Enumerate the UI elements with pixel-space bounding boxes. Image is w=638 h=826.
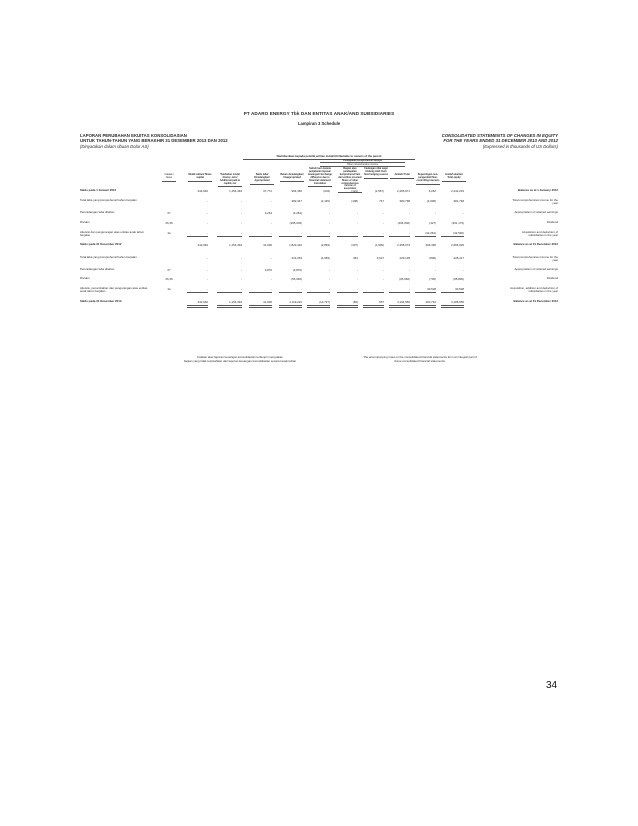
title-id-line-2: UNTUK TAHUN-TAHUN YANG BERAKHIR 31 DESEMBER 2013 DAN 2012 [80,138,228,144]
attributable-banner: Diatribusikan kepada pemilik entitas induk/Attributable to owners of the parent [243,154,415,160]
table-cell: 2,119,222 [289,300,302,304]
table-cell: - [207,231,208,235]
table-cell: 30,528 [427,287,436,291]
footer-right-line-2: these consolidated financial statements. [394,358,446,363]
total-rule [249,292,272,293]
table-cell: (95,066) [399,277,410,281]
row-label-id: Saldo pada 31 Desember 2012 [80,242,122,246]
table-cell: - [383,231,384,235]
table-cell: - [207,211,208,215]
table-cell: - [383,221,384,225]
table-cell: - [241,211,242,215]
table-cell: (83) [352,300,358,304]
footer-right-line-1: The accompanying notes to the consolidated financial statements form an integral part of [363,355,477,359]
table-cell: (95,066) [291,277,302,281]
table-cell: - [271,221,272,225]
table-cell: (264,846) [397,221,410,225]
total-rule [389,292,410,293]
row-label-id: Dividen [80,276,90,280]
total-rule [415,292,436,293]
table-cell: 1,154,494 [229,300,242,304]
column-header-total: Jumlah/ Total [390,174,414,179]
table-cell: (3,870) [292,268,302,272]
table-cell: - [357,268,358,272]
table-cell: (121) [351,189,358,193]
table-cell: - [357,231,358,235]
row-note: 4a [167,231,171,235]
table-cell: 1,823,422 [289,243,302,247]
table-cell: (42,264) [425,231,436,235]
table-cell: 342,940 [197,243,208,247]
table-cell: - [329,268,330,272]
row-label-id: Akuisisi dan pengurangan atas entitas anak tahun berjalan [80,230,144,238]
row-label-en: Dividend [546,220,558,224]
table-cell: 2,684,926 [451,243,464,247]
title-english [298,133,558,149]
total-rule [279,292,302,293]
schedule-label: Lampiran 3 Schedule [297,121,341,126]
table-cell: 3,627 [376,256,384,260]
company-name: PT ADARO ENERGY Tbk DAN ENTITAS ANAK/AND SUBSIDIARIES [243,111,395,116]
table-cell: - [241,256,242,260]
column-header-unappropriated: Belum dicadangkan/ Unappropriated [280,174,304,182]
table-cell: 382,347 [291,199,302,203]
total-rule [249,305,272,308]
footer-note-indonesian [150,356,330,363]
total-rule [217,236,242,237]
total-rule [441,236,464,237]
title-en-line-2: FOR THE YEARS ENDED 31 DECEMBER 2013 AND 2012 [443,138,558,144]
row-label-en: Total comprehensive income for the year [512,255,558,263]
table-cell: - [271,277,272,281]
row-note: 26,36 [165,277,173,281]
row-label-en: Total comprehensive income for the year [512,198,558,206]
total-rule [415,236,436,237]
page-number: 34 [546,680,558,691]
table-cell: 381 [353,256,358,260]
table-cell: 41,036 [263,243,272,247]
total-rule [217,292,242,293]
total-rule [441,305,464,308]
table-cell: (836) [429,256,436,260]
table-cell: (265,045) [289,221,302,225]
table-cell: - [383,268,384,272]
table-cell: 3,186,656 [451,300,464,304]
column-header-nci: Kepentingan non- pengendali/ Non- controlling interests [416,174,440,185]
row-label-en: Balance as at 1 January 2012 [517,188,558,192]
table-cell: 1,154,494 [229,243,242,247]
total-rule [337,236,358,237]
table-cell: (427) [429,221,436,225]
title-id-line-3: (Dinyatakan dalam ribuan Dolar AS) [80,143,149,149]
table-cell: - [329,231,330,235]
table-cell: (4,083) [320,256,330,260]
total-rule [279,236,302,237]
row-label-en: Balance as at 31 December 2012 [513,242,558,246]
table-cell: 3,194,556 [397,300,410,304]
title-en-line-1: CONSOLIDATED STATEMENTS OF CHANGES IN EQUITY [441,133,558,138]
row-label-id: Total laba yang komprehensif tahun berjalan [80,255,137,259]
total-rule [363,305,384,308]
table-cell: - [329,211,330,215]
table-cell: (2,145) [320,199,330,203]
table-cell: 6,262 [428,189,436,193]
table-cell: - [207,277,208,281]
other-comprehensive-banner: Other comprehensive income [320,163,405,167]
table-cell: 3,264 [264,211,272,215]
total-rule [187,305,208,308]
footer-note-english [330,356,510,363]
table-cell: - [241,199,242,203]
footer-left-line-1: Catatan atas laporan keuangan konsolidasian terlampir merupakan [197,355,283,359]
title-en-line-3: (Expressed in thousands of US Dollars) [482,143,558,149]
table-cell: - [357,221,358,225]
total-rule [249,236,272,237]
table-cell: (261,173) [451,221,464,225]
table-cell: 2,358,073 [397,243,410,247]
row-label-en: Balance as at 31 December 2013 [513,299,558,303]
table-cell: - [435,211,436,215]
table-cell: - [241,231,242,235]
table-cell: (2,567) [374,189,384,193]
total-rule [187,236,208,237]
table-cell: 228,417 [453,256,464,260]
table-cell: (10,727) [319,300,330,304]
total-rule [337,305,358,308]
table-cell: - [329,277,330,281]
table-cell: 747 [379,199,384,203]
table-cell: - [383,211,384,215]
table-cell: - [409,231,410,235]
row-label-id: Akuisisi, penambahan dan pengurangan atas entitas anak tahun berjalan [80,286,148,294]
total-rule [279,305,302,308]
table-cell: - [271,231,272,235]
table-cell: 30,528 [455,287,464,291]
table-cell: - [207,199,208,203]
total-rule [415,305,436,308]
table-cell: (643) [323,189,330,193]
total-rule [307,292,330,293]
total-rule [363,292,384,293]
table-cell: 1,154,494 [229,189,242,193]
column-header-share_assoc: Bagian atas pendapatan komprehensif lain dari entitas asosiasi/ Share of other comprehensive income of associates [338,168,362,193]
row-label-id: Pencadangan laba ditahan [80,210,115,214]
table-cell: - [207,221,208,225]
table-cell: 406,390 [425,243,436,247]
row-label-id: Dividen [80,220,90,224]
column-header-share_capital: Modal saham/ Share capital [188,174,212,182]
row-label-en: Appropriation of retained earnings [514,210,558,214]
table-cell: 460,710 [425,300,436,304]
table-cell: (2,008) [426,199,436,203]
column-header-apic: Tambahan modal disetor, neto/ Additional paid-in capital, net [218,174,242,187]
table-cell: - [383,287,384,291]
table-cell: - [357,211,358,215]
table-cell: 2,442,233 [451,189,464,193]
table-cell: 342,940 [197,300,208,304]
column-header-hedging: Cadangan nilai wajar lindung nilai/ Cash flow hedging reserve [364,168,388,179]
title-id-line-1: LAPORAN PERUBAHAN EKUITAS KONSOLIDASIAN [80,133,187,138]
table-cell: (337) [351,243,358,247]
table-cell: - [383,277,384,281]
total-rule [389,305,410,308]
table-cell: 2,495,971 [397,189,410,193]
table-cell: - [271,287,272,291]
table-cell: 3,870 [264,268,272,272]
table-cell: 342,940 [197,189,208,193]
table-cell: (42,530) [453,231,464,235]
column-header-translation: Selisih kurs karena penjabaran laporan keuangan/ Exchange difference due to financial statement translation [308,168,332,187]
row-label-en: Acquisition, addition and deduction of subsidiaries in the year [510,286,558,294]
table-cell: (3,264) [292,211,302,215]
table-cell: - [241,268,242,272]
total-rule [337,292,358,293]
table-cell: (108) [351,199,358,203]
table-cell: (95,800) [453,277,464,281]
table-cell: - [271,199,272,203]
row-note: 4a [167,287,171,291]
column-header-appropriated: Saldo laba/ Dicadangkan/ Appropriated [250,174,274,185]
table-cell: - [329,221,330,225]
table-cell: (1,909) [374,243,384,247]
row-label-id: Saldo pada 1 Januari 2012 [80,188,117,192]
row-note: 27 [167,211,171,215]
table-cell: - [409,268,410,272]
footer-left-line-2: bagian yang tidak terpisahkan dari laporan keuangan konsolidasian secara keseluruhan [183,358,297,363]
total-rule [187,292,208,293]
table-cell: 380,798 [399,199,410,203]
table-cell: - [329,287,330,291]
table-cell: - [435,268,436,272]
column-header-total_equity: Jumlah ekuitas/ Total equity [442,174,466,182]
row-note: 26,36 [165,221,173,225]
table-cell: - [463,268,464,272]
table-cell: 964,366 [291,189,302,193]
total-rule [307,305,330,308]
row-label-en: Acquisition and deduction of subsidiaries in the year [521,230,558,238]
table-cell: - [409,287,410,291]
total-rule [363,236,384,237]
table-cell: - [207,287,208,291]
table-cell: - [409,211,410,215]
table-cell: - [301,231,302,235]
total-rule [389,236,410,237]
row-label-en: Dividend [546,276,558,280]
column-header-note: Catatan/ Notes [162,174,176,182]
total-rule [441,292,464,293]
table-cell: - [357,277,358,281]
row-label-en: Appropriation of retained earnings [514,267,558,271]
row-label-id: Pencadangan laba ditahan [80,267,115,271]
table-cell: 381,748 [453,199,464,203]
table-cell: - [357,287,358,291]
table-cell: 557 [379,300,384,304]
table-cell: - [271,256,272,260]
table-cell: - [241,277,242,281]
other-equity-banner: Pendapatan komprehensif lainnya [320,159,405,163]
table-cell: 37,772 [263,189,272,193]
table-cell: - [241,221,242,225]
table-cell: - [241,287,242,291]
table-cell: - [463,211,464,215]
row-label-id: Total laba yang komprehensif tahun berjalan [80,198,137,202]
table-cell: 229,128 [399,256,410,260]
table-cell: 41,906 [263,300,272,304]
table-cell: - [207,256,208,260]
total-rule [217,305,242,308]
table-cell: - [207,268,208,272]
table-cell: (735) [429,277,436,281]
row-note: 27 [167,268,171,272]
table-cell: (2,893) [320,243,330,247]
table-cell: 231,263 [291,256,302,260]
table-cell: - [301,287,302,291]
row-label-id: Saldo pada 31 Desember 2013 [80,299,122,303]
total-rule [307,236,330,237]
